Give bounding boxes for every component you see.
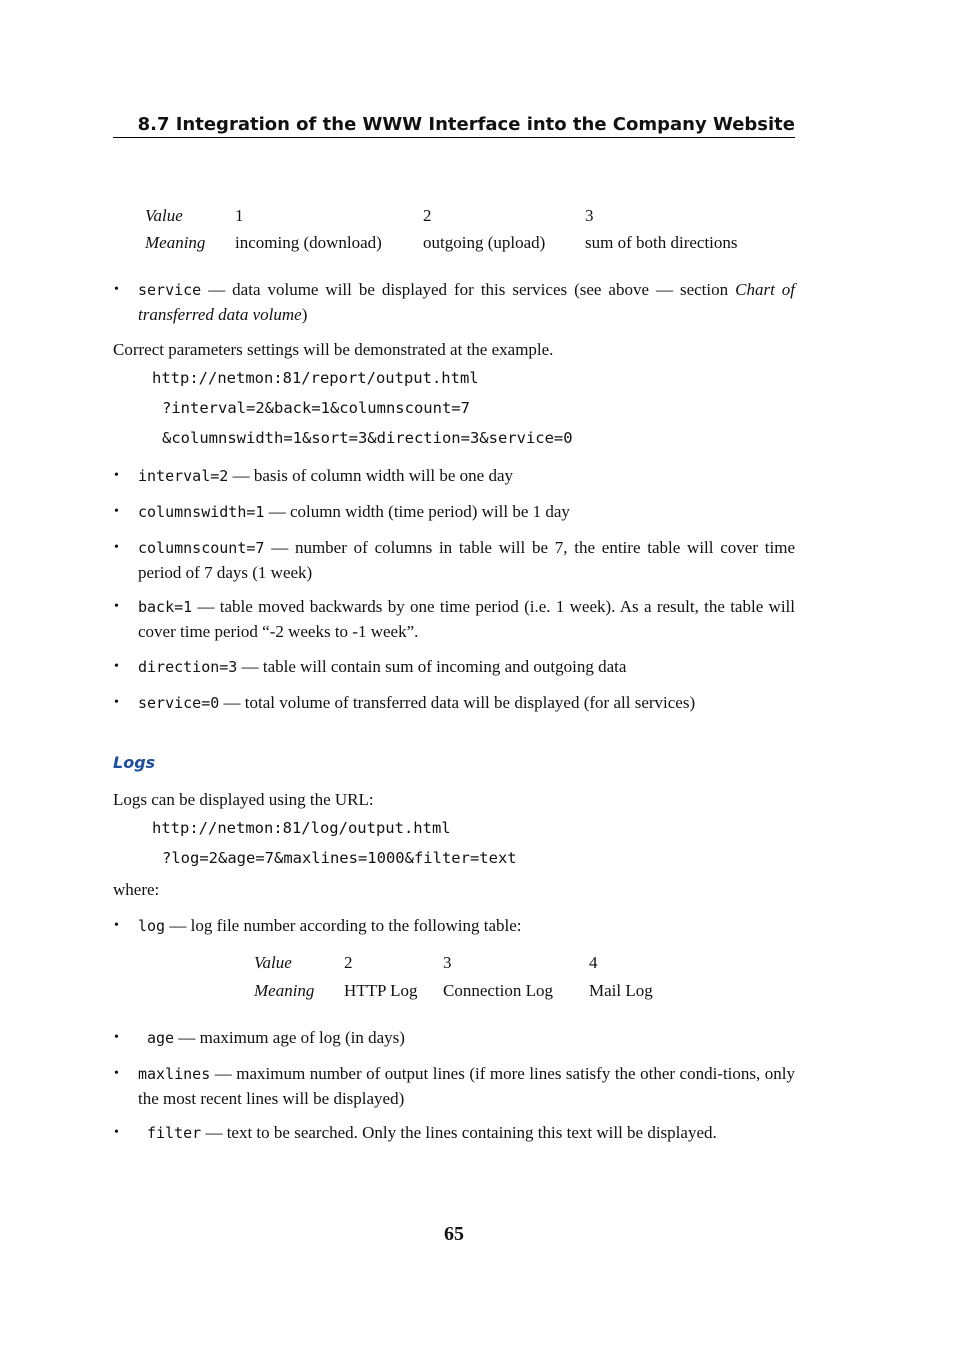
list-item-text: — number of columns in table will be 7, the entire table will cover time period of 7 days (1 week): [138, 538, 795, 582]
list-item: [138, 595, 795, 643]
table-cell: 3: [585, 206, 594, 225]
list-item: [138, 691, 795, 716]
bullet-icon: •: [114, 540, 119, 555]
section-heading: Logs: [113, 753, 156, 772]
table-cell: 2: [344, 953, 353, 972]
table-cell: 3: [443, 953, 452, 972]
param-code: filter: [147, 1124, 202, 1142]
list-item-text: — table will contain sum of incoming and outgoing data: [237, 657, 627, 676]
code-line: http://netmon:81/report/output.html: [152, 369, 479, 387]
paragraph: Correct parameters settings will be demonstrated at the example.: [113, 340, 554, 359]
param-code: direction=3: [138, 658, 238, 676]
list-item: [138, 655, 795, 680]
param-code: service: [138, 281, 202, 299]
table-cell: HTTP Log: [344, 981, 418, 1000]
list-item: [138, 278, 795, 326]
list-item: [138, 914, 795, 939]
table-cell: Value: [145, 206, 183, 225]
bullet-icon: •: [114, 282, 119, 297]
list-item-text: ): [301, 304, 308, 324]
list-item-text: — table moved backwards by one time period (i.e. 1 week). As a result, the table will cover time period “-2 weeks to -1 week”.: [138, 597, 795, 641]
running-header: [113, 114, 795, 138]
code-line: http://netmon:81/log/output.html: [152, 819, 451, 837]
list-item-text: — data volume will be displayed for this services (see above — section: [201, 280, 736, 299]
bullet-icon: •: [114, 1030, 119, 1045]
bullet-icon: •: [114, 918, 119, 933]
param-code: log: [138, 917, 166, 935]
table-cell: Mail Log: [589, 981, 653, 1000]
param-code: age: [147, 1029, 175, 1047]
table-cell: 1: [235, 206, 244, 225]
list-item-text: — column width (time period) will be 1 day: [264, 502, 570, 521]
paragraph: Logs can be displayed using the URL:: [113, 790, 374, 809]
bullet-icon: •: [114, 695, 119, 710]
list-item: [147, 1026, 795, 1051]
table-cell: 4: [589, 953, 598, 972]
table-cell: 2: [423, 206, 432, 225]
list-item: [138, 536, 795, 584]
bullet-icon: •: [114, 1125, 119, 1140]
list-item-text: — maximum age of log (in days): [174, 1028, 405, 1047]
list-item: [138, 500, 795, 525]
param-code: columnscount=7: [138, 539, 265, 557]
list-item-text: — total volume of transferred data will be displayed (for all services): [219, 693, 696, 712]
list-item: [138, 1062, 795, 1110]
table-cell: Value: [254, 953, 292, 972]
param-code: interval=2: [138, 467, 229, 485]
list-item-text: — maximum number of output lines (if more lines satisfy the other condi-tions, only the most recent lines will be displayed): [138, 1064, 795, 1108]
running-header-title: 8.7 Integration of the WWW Interface into the Company Website: [137, 114, 795, 135]
paragraph: where:: [113, 880, 160, 899]
list-item-text: — log file number according to the following table:: [165, 916, 522, 935]
code-line: ?interval=2&back=1&columnscount=7: [162, 399, 470, 417]
table-cell: Connection Log: [443, 981, 554, 1000]
bullet-icon: •: [114, 504, 119, 519]
param-code: maxlines: [138, 1065, 211, 1083]
code-line: &columnswidth=1&sort=3&direction=3&service=0: [162, 429, 573, 447]
bullet-icon: •: [114, 1066, 119, 1081]
bullet-icon: •: [114, 659, 119, 674]
table-cell: incoming (download): [235, 233, 382, 252]
list-item: [138, 464, 795, 489]
list-item-text: — text to be searched. Only the lines containing this text will be displayed.: [201, 1123, 717, 1142]
code-line: ?log=2&age=7&maxlines=1000&filter=text: [162, 849, 517, 867]
table-cell: Meaning: [145, 233, 206, 252]
page-number: 65: [444, 1223, 464, 1245]
param-code: service=0: [138, 694, 220, 712]
table-cell: sum of both directions: [585, 233, 738, 252]
bullet-icon: •: [114, 599, 119, 614]
table-cell: Meaning: [254, 981, 315, 1000]
param-code: back=1: [138, 598, 193, 616]
section-reference: Chart of transferred data volume: [138, 280, 796, 324]
param-code: columnswidth=1: [138, 503, 265, 521]
bullet-icon: •: [114, 468, 119, 483]
list-item: [147, 1121, 795, 1146]
list-item-text: — basis of column width will be one day: [228, 466, 514, 485]
table-cell: outgoing (upload): [423, 233, 546, 252]
